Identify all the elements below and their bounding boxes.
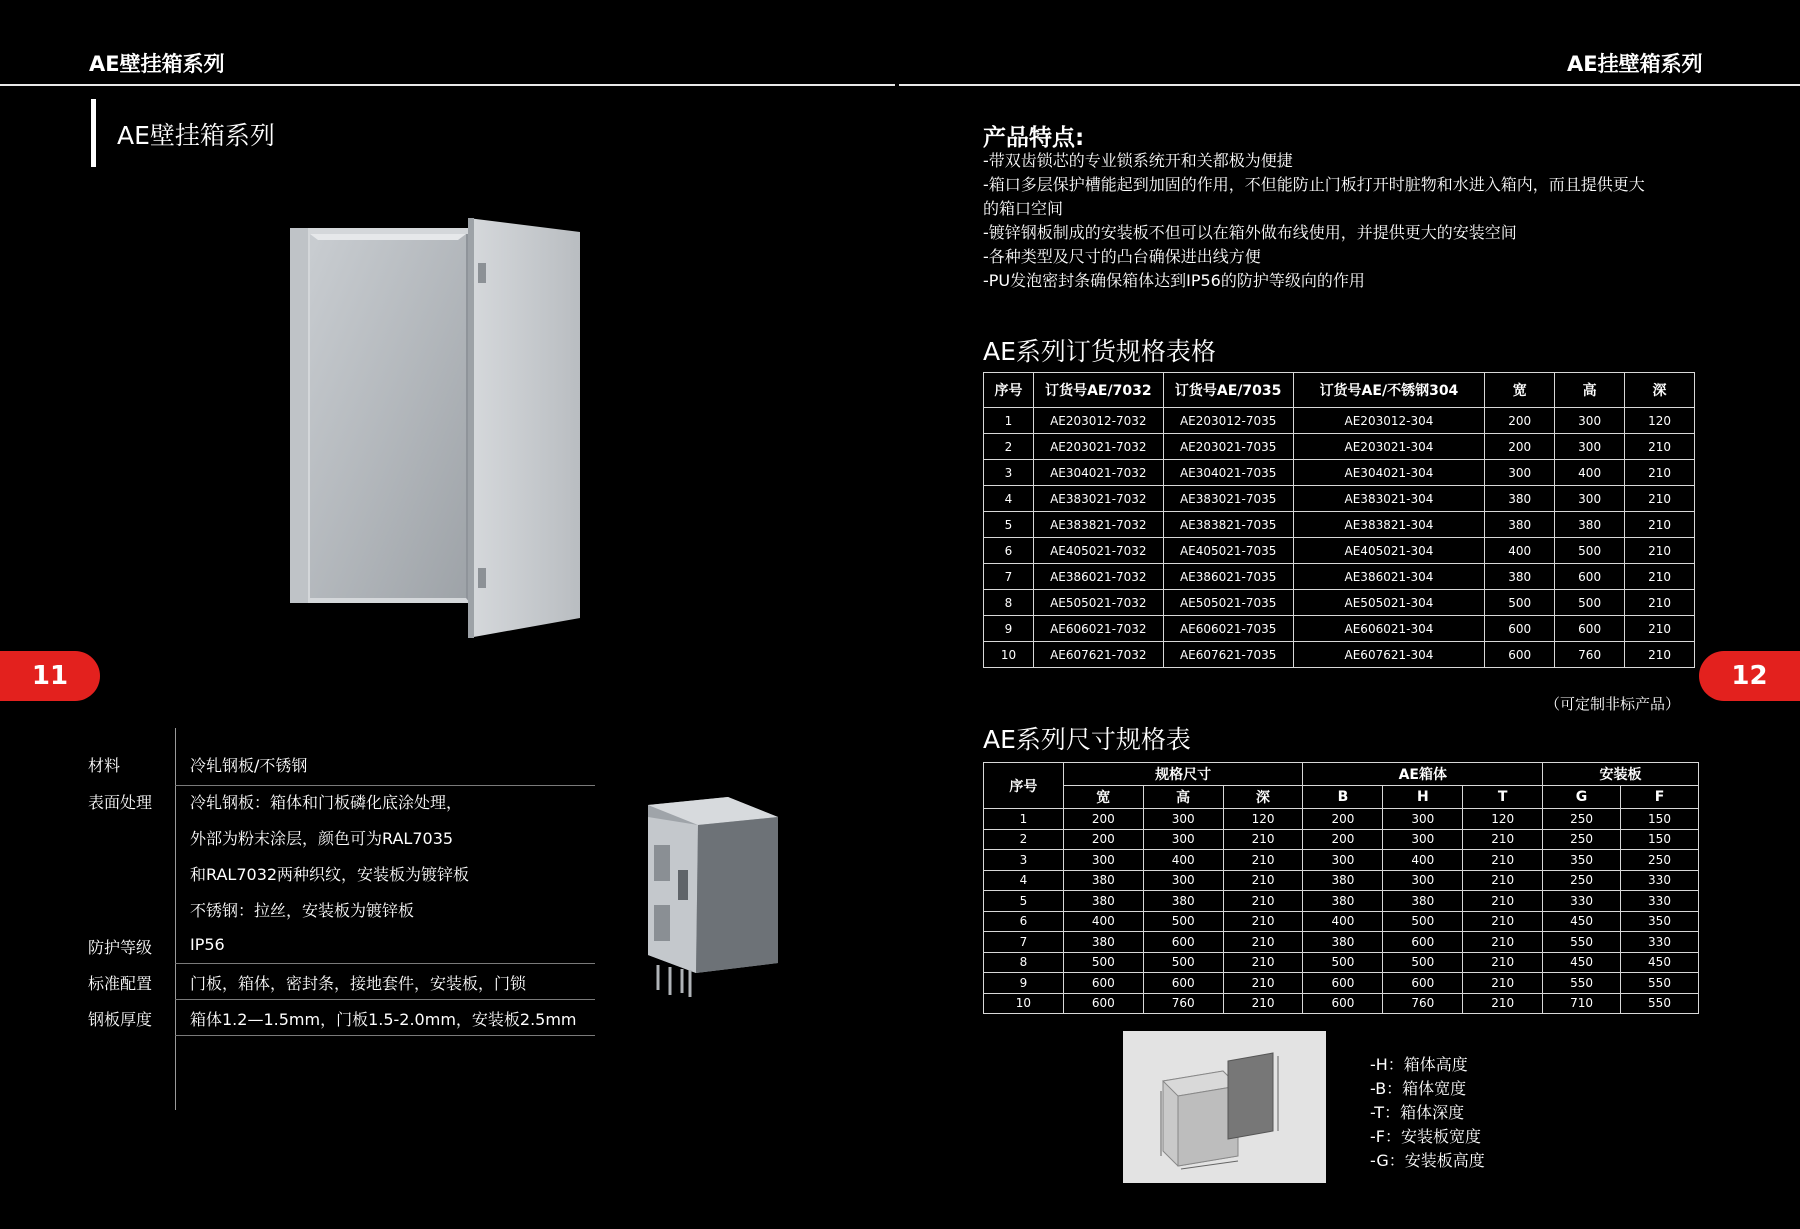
table-cell: 210 xyxy=(1625,642,1695,668)
table-cell: 210 xyxy=(1223,891,1303,912)
table-cell: 6 xyxy=(984,538,1034,564)
table-cell: 400 xyxy=(1303,911,1383,932)
feature-item: -箱口多层保护槽能起到加固的作用，不但能防止门板打开时脏物和水进入箱内，而且提供更大 xyxy=(983,175,1645,194)
table-cell: 330 xyxy=(1621,932,1699,953)
table-cell: 1 xyxy=(984,408,1034,434)
spec-rule xyxy=(175,785,595,786)
table-cell: AE383821-304 xyxy=(1293,512,1485,538)
table-cell: AE383021-304 xyxy=(1293,486,1485,512)
table-cell: 210 xyxy=(1223,850,1303,871)
table-cell: 380 xyxy=(1555,512,1625,538)
section-title-bar xyxy=(91,99,96,167)
table-cell: AE383021-7032 xyxy=(1033,486,1163,512)
table-row xyxy=(984,932,1699,953)
table-cell: AE606021-7035 xyxy=(1163,616,1293,642)
features-list xyxy=(983,149,1645,293)
size-subheader-cell: 宽 xyxy=(1063,786,1143,809)
table-row xyxy=(984,486,1695,512)
table-cell: 210 xyxy=(1625,590,1695,616)
table-cell: AE203012-7032 xyxy=(1033,408,1163,434)
table-cell: 250 xyxy=(1621,850,1699,871)
table-cell: AE203012-304 xyxy=(1293,408,1485,434)
table-cell: AE386021-304 xyxy=(1293,564,1485,590)
table-row xyxy=(984,850,1699,871)
feature-item: -带双齿锁芯的专业锁系统开和关都极为便捷 xyxy=(983,151,1293,170)
table-cell: AE383821-7032 xyxy=(1033,512,1163,538)
table-cell: 760 xyxy=(1555,642,1625,668)
table-cell: AE203021-7035 xyxy=(1163,434,1293,460)
feature-item: -各种类型及尺寸的凸台确保进出线方便 xyxy=(983,247,1261,266)
table-cell: AE405021-7035 xyxy=(1163,538,1293,564)
spec-label-protection: 防护等级 xyxy=(88,938,153,957)
table-cell: 500 xyxy=(1143,952,1223,973)
feature-item: 的箱口空间 xyxy=(983,199,1064,218)
table-cell: 300 xyxy=(1555,434,1625,460)
table-cell: 380 xyxy=(1063,891,1143,912)
table-cell: 200 xyxy=(1063,829,1143,850)
legend-item: -H：箱体高度 xyxy=(1370,1055,1468,1074)
table-cell: AE304021-304 xyxy=(1293,460,1485,486)
table-row xyxy=(984,891,1699,912)
table-cell: AE405021-7032 xyxy=(1033,538,1163,564)
spec-value-material: 冷轧钢板/不锈钢 xyxy=(190,756,308,775)
table-cell: AE383821-7035 xyxy=(1163,512,1293,538)
legend-item: -G：安装板高度 xyxy=(1370,1151,1485,1170)
wall-cabinet-closed-image xyxy=(618,795,783,1005)
table-cell: 400 xyxy=(1383,850,1463,871)
table-cell: AE383021-7035 xyxy=(1163,486,1293,512)
header-left-title: AE壁挂箱系列 xyxy=(89,52,225,76)
table-cell: 200 xyxy=(1485,408,1555,434)
table-cell: 210 xyxy=(1463,891,1543,912)
table-cell: 450 xyxy=(1543,952,1621,973)
table-cell: AE607621-7032 xyxy=(1033,642,1163,668)
table-cell: 210 xyxy=(1463,973,1543,994)
spec-value-protection: IP56 xyxy=(190,935,225,954)
table-cell: AE505021-7032 xyxy=(1033,590,1163,616)
table-row xyxy=(984,460,1695,486)
table-cell: 330 xyxy=(1543,891,1621,912)
spec-value-surface-1: 冷轧钢板：箱体和门板磷化底涂处理， xyxy=(190,793,463,812)
table-row xyxy=(984,870,1699,891)
table-cell: 150 xyxy=(1621,829,1699,850)
table-cell: 350 xyxy=(1621,911,1699,932)
table-cell: 3 xyxy=(984,460,1034,486)
table-cell: 4 xyxy=(984,486,1034,512)
table-cell: 5 xyxy=(984,891,1064,912)
header-right-title: AE挂壁箱系列 xyxy=(1567,52,1703,76)
table-cell: AE607621-7035 xyxy=(1163,642,1293,668)
features-title: 产品特点: xyxy=(983,125,1085,151)
order-header-cell: 序号 xyxy=(984,373,1034,408)
table-cell: AE386021-7035 xyxy=(1163,564,1293,590)
table-cell: AE607621-304 xyxy=(1293,642,1485,668)
table-cell: 210 xyxy=(1625,564,1695,590)
table-row xyxy=(984,512,1695,538)
dimension-legend xyxy=(1370,1053,1485,1173)
order-table xyxy=(983,372,1695,668)
table-cell: 500 xyxy=(1485,590,1555,616)
size-subheader-cell: 深 xyxy=(1223,786,1303,809)
table-cell: 500 xyxy=(1303,952,1383,973)
custom-note: （可定制非标产品） xyxy=(1545,695,1681,713)
order-header-cell: 深 xyxy=(1625,373,1695,408)
table-cell: 210 xyxy=(1625,512,1695,538)
table-cell: 210 xyxy=(1223,870,1303,891)
table-row xyxy=(984,408,1695,434)
order-header-cell: 订货号AE/7035 xyxy=(1163,373,1293,408)
legend-item: -F：安装板宽度 xyxy=(1370,1127,1481,1146)
table-cell: 380 xyxy=(1303,932,1383,953)
size-subheader-cell: G xyxy=(1543,786,1621,809)
table-cell: 600 xyxy=(1383,932,1463,953)
order-header-cell: 高 xyxy=(1555,373,1625,408)
table-cell: 210 xyxy=(1625,434,1695,460)
size-subheader-row xyxy=(984,786,1699,809)
table-cell: 210 xyxy=(1625,486,1695,512)
table-cell: 380 xyxy=(1383,891,1463,912)
table-cell: 120 xyxy=(1625,408,1695,434)
spec-label-thickness: 钢板厚度 xyxy=(88,1010,153,1029)
table-cell: 4 xyxy=(984,870,1064,891)
size-table xyxy=(983,762,1699,1014)
table-cell: 7 xyxy=(984,564,1034,590)
table-cell: 380 xyxy=(1485,486,1555,512)
table-cell: 500 xyxy=(1383,952,1463,973)
table-cell: AE203021-304 xyxy=(1293,434,1485,460)
table-cell: 2 xyxy=(984,434,1034,460)
table-cell: 210 xyxy=(1463,952,1543,973)
table-cell: 300 xyxy=(1555,408,1625,434)
table-cell: 400 xyxy=(1143,850,1223,871)
table-cell: 600 xyxy=(1383,973,1463,994)
table-cell: 3 xyxy=(984,850,1064,871)
spec-value-surface-3: 和RAL7032两种织纹，安装板为镀锌板 xyxy=(190,865,470,884)
table-cell: 210 xyxy=(1463,993,1543,1014)
table-cell: 400 xyxy=(1063,911,1143,932)
table-row xyxy=(984,952,1699,973)
table-cell: 300 xyxy=(1063,850,1143,871)
feature-item: -PU发泡密封条确保箱体达到IP56的防护等级向的作用 xyxy=(983,271,1365,290)
table-cell: 210 xyxy=(1223,829,1303,850)
table-cell: 380 xyxy=(1485,512,1555,538)
size-group-plate: 安装板 xyxy=(1543,763,1699,786)
table-cell: 210 xyxy=(1463,911,1543,932)
order-header-cell: 订货号AE/7032 xyxy=(1033,373,1163,408)
page-number-right: 12 xyxy=(1699,651,1800,701)
table-cell: 8 xyxy=(984,590,1034,616)
table-cell: 120 xyxy=(1223,809,1303,830)
table-cell: 550 xyxy=(1621,993,1699,1014)
table-cell: 300 xyxy=(1303,850,1383,871)
table-row xyxy=(984,590,1695,616)
table-cell: 500 xyxy=(1143,911,1223,932)
section-title: AE壁挂箱系列 xyxy=(117,121,275,150)
table-cell: 200 xyxy=(1303,829,1383,850)
table-cell: AE505021-304 xyxy=(1293,590,1485,616)
table-cell: AE405021-304 xyxy=(1293,538,1485,564)
table-cell: 5 xyxy=(984,512,1034,538)
table-cell: 450 xyxy=(1543,911,1621,932)
table-cell: AE304021-7035 xyxy=(1163,460,1293,486)
table-cell: 10 xyxy=(984,993,1064,1014)
table-row xyxy=(984,829,1699,850)
table-cell: AE386021-7032 xyxy=(1033,564,1163,590)
table-cell: 600 xyxy=(1063,973,1143,994)
header-rule-left xyxy=(0,84,895,86)
table-cell: 1 xyxy=(984,809,1064,830)
table-row xyxy=(984,911,1699,932)
table-cell: 300 xyxy=(1383,870,1463,891)
table-cell: 300 xyxy=(1143,829,1223,850)
order-header-cell: 宽 xyxy=(1485,373,1555,408)
table-cell: 500 xyxy=(1383,911,1463,932)
table-cell: 350 xyxy=(1543,850,1621,871)
table-row xyxy=(984,616,1695,642)
table-cell: 8 xyxy=(984,952,1064,973)
table-cell: AE203021-7032 xyxy=(1033,434,1163,460)
table-cell: 760 xyxy=(1383,993,1463,1014)
table-cell: 710 xyxy=(1543,993,1621,1014)
table-cell: 600 xyxy=(1303,993,1383,1014)
table-cell: 330 xyxy=(1621,870,1699,891)
table-row xyxy=(984,973,1699,994)
table-cell: 600 xyxy=(1143,932,1223,953)
size-subheader-cell: F xyxy=(1621,786,1699,809)
table-row xyxy=(984,538,1695,564)
table-cell: AE304021-7032 xyxy=(1033,460,1163,486)
table-cell: 600 xyxy=(1303,973,1383,994)
table-cell: 210 xyxy=(1223,952,1303,973)
table-cell: 600 xyxy=(1143,973,1223,994)
size-seq-header: 序号 xyxy=(984,763,1064,809)
table-cell: 300 xyxy=(1143,809,1223,830)
table-cell: 200 xyxy=(1485,434,1555,460)
table-cell: 9 xyxy=(984,973,1064,994)
table-cell: 600 xyxy=(1063,993,1143,1014)
table-cell: 300 xyxy=(1485,460,1555,486)
header-rule-right xyxy=(899,84,1800,86)
table-cell: 250 xyxy=(1543,809,1621,830)
table-cell: 380 xyxy=(1485,564,1555,590)
table-cell: 6 xyxy=(984,911,1064,932)
size-group-box: AE箱体 xyxy=(1303,763,1543,786)
page-number-left: 11 xyxy=(0,651,100,701)
table-cell: 380 xyxy=(1143,891,1223,912)
size-group-spec: 规格尺寸 xyxy=(1063,763,1303,786)
table-cell: 300 xyxy=(1383,809,1463,830)
table-cell: 210 xyxy=(1223,911,1303,932)
order-table-header xyxy=(984,373,1695,408)
table-row xyxy=(984,434,1695,460)
legend-item: -T：箱体深度 xyxy=(1370,1103,1465,1122)
feature-item: -镀锌钢板制成的安装板不但可以在箱外做布线使用，并提供更大的安装空间 xyxy=(983,223,1517,242)
spec-value-config: 门板，箱体，密封条，接地套件，安装板，门锁 xyxy=(190,974,527,993)
table-cell: 210 xyxy=(1223,973,1303,994)
table-cell: 550 xyxy=(1543,973,1621,994)
order-table-title: AE系列订货规格表格 xyxy=(983,337,1216,366)
table-cell: 210 xyxy=(1223,993,1303,1014)
table-cell: 7 xyxy=(984,932,1064,953)
spec-label-surface: 表面处理 xyxy=(88,793,153,812)
table-cell: 210 xyxy=(1625,538,1695,564)
spec-rule xyxy=(175,963,595,964)
table-cell: 550 xyxy=(1621,973,1699,994)
table-cell: 210 xyxy=(1463,870,1543,891)
table-cell: 760 xyxy=(1143,993,1223,1014)
table-cell: 380 xyxy=(1303,870,1383,891)
spec-label-config: 标准配置 xyxy=(88,974,153,993)
table-cell: AE606021-7032 xyxy=(1033,616,1163,642)
table-cell: 210 xyxy=(1463,932,1543,953)
table-cell: 300 xyxy=(1143,870,1223,891)
table-cell: 380 xyxy=(1063,870,1143,891)
table-cell: 9 xyxy=(984,616,1034,642)
dimension-diagram xyxy=(1123,1031,1326,1183)
spec-rule xyxy=(175,999,595,1000)
table-cell: 200 xyxy=(1063,809,1143,830)
legend-item: -B：箱体宽度 xyxy=(1370,1079,1467,1098)
table-cell: 400 xyxy=(1555,460,1625,486)
table-cell: 600 xyxy=(1485,616,1555,642)
table-cell: 250 xyxy=(1543,829,1621,850)
table-cell: 210 xyxy=(1223,932,1303,953)
wall-cabinet-open-image xyxy=(288,218,588,643)
table-cell: 550 xyxy=(1543,932,1621,953)
table-cell: AE505021-7035 xyxy=(1163,590,1293,616)
spec-label-material: 材料 xyxy=(88,756,121,775)
table-row xyxy=(984,564,1695,590)
table-cell: 2 xyxy=(984,829,1064,850)
size-subheader-cell: B xyxy=(1303,786,1383,809)
table-row xyxy=(984,642,1695,668)
spec-value-thickness: 箱体1.2—1.5mm，门板1.5-2.0mm，安装板2.5mm xyxy=(190,1010,577,1029)
table-cell: 210 xyxy=(1463,829,1543,850)
table-cell: 500 xyxy=(1555,590,1625,616)
table-cell: 250 xyxy=(1543,870,1621,891)
table-cell: 600 xyxy=(1555,564,1625,590)
table-cell: 380 xyxy=(1303,891,1383,912)
table-cell: AE606021-304 xyxy=(1293,616,1485,642)
table-cell: 450 xyxy=(1621,952,1699,973)
size-subheader-cell: T xyxy=(1463,786,1543,809)
table-cell: 200 xyxy=(1303,809,1383,830)
table-cell: 210 xyxy=(1463,850,1543,871)
order-header-cell: 订货号AE/不锈钢304 xyxy=(1293,373,1485,408)
table-cell: 10 xyxy=(984,642,1034,668)
table-row xyxy=(984,809,1699,830)
table-cell: 300 xyxy=(1555,486,1625,512)
table-cell: 400 xyxy=(1485,538,1555,564)
spec-rule xyxy=(175,1035,595,1036)
table-cell: AE203012-7035 xyxy=(1163,408,1293,434)
table-cell: 330 xyxy=(1621,891,1699,912)
size-subheader-cell: 高 xyxy=(1143,786,1223,809)
table-cell: 150 xyxy=(1621,809,1699,830)
size-subheader-cell: H xyxy=(1383,786,1463,809)
size-table-title: AE系列尺寸规格表 xyxy=(983,725,1191,754)
table-cell: 500 xyxy=(1555,538,1625,564)
table-cell: 380 xyxy=(1063,932,1143,953)
table-cell: 500 xyxy=(1063,952,1143,973)
table-cell: 600 xyxy=(1555,616,1625,642)
table-cell: 120 xyxy=(1463,809,1543,830)
spec-value-surface-4: 不锈钢：拉丝，安装板为镀锌板 xyxy=(190,901,415,920)
table-cell: 210 xyxy=(1625,616,1695,642)
table-row xyxy=(984,993,1699,1014)
spec-value-surface-2: 外部为粉末涂层，颜色可为RAL7035 xyxy=(190,829,454,848)
table-cell: 600 xyxy=(1485,642,1555,668)
table-cell: 300 xyxy=(1383,829,1463,850)
table-cell: 210 xyxy=(1625,460,1695,486)
